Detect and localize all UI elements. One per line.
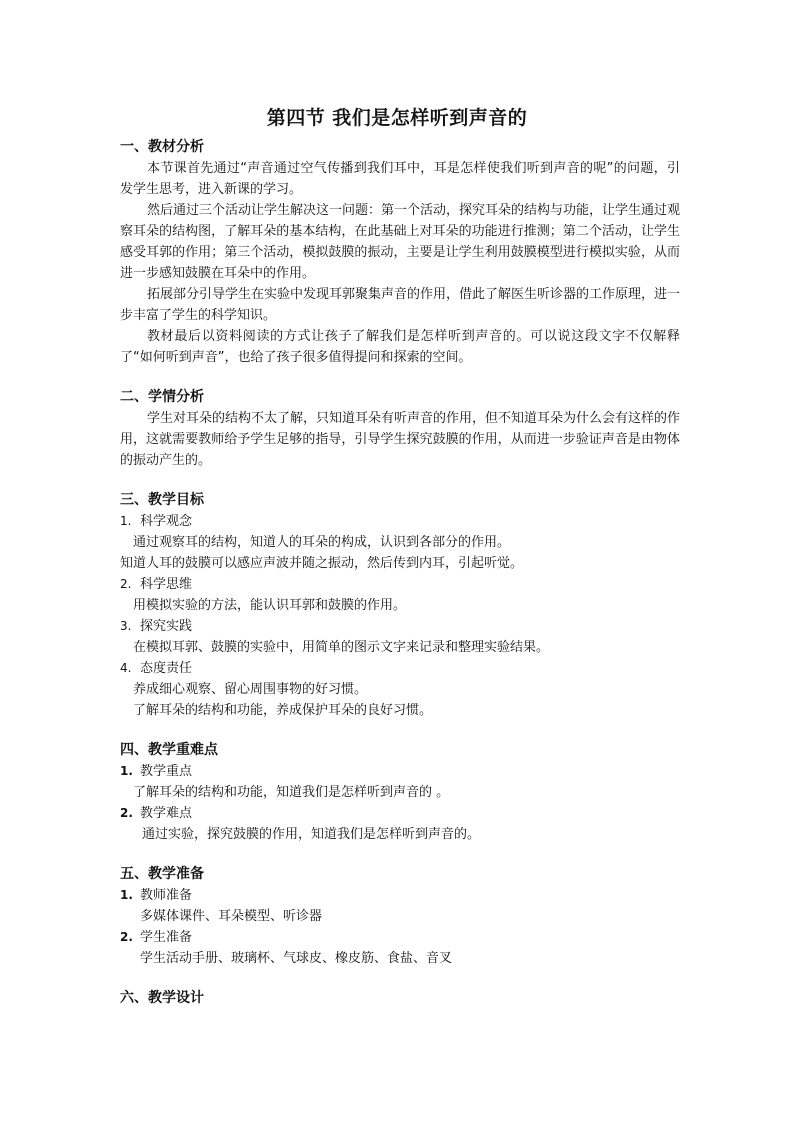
list-item: [120, 511, 680, 532]
list-item: [120, 658, 680, 679]
list-text: 通过实验，探究鼓膜的作用，知道我们是怎样听到声音的。: [142, 827, 481, 842]
list-label: 探究实践: [140, 619, 193, 634]
list-number: 2.: [120, 930, 133, 944]
section-heading-key-points: 四、教学重难点: [120, 742, 218, 758]
paragraph: 本节课首先通过“声音通过空气传播到我们耳中，耳是怎样使我们听到声音的呢”的问题，引发学生思考，进入新课的学习。: [120, 161, 680, 197]
list-label: 学生准备: [140, 930, 193, 945]
paragraph: 然后通过三个活动让学生解决这一问题：第一个活动，探究耳朵的结构与功能，让学生通过观察耳朵的结构图，了解耳朵的基本结构，在此基础上对耳朵的功能进行推测；第二个活动，让学生感受耳郭的作用；第三个活动，模拟鼓膜的振动，主要是让学生利用鼓膜模型进行模拟实验，从而进一步感知鼓膜在耳朵中的作用。: [120, 203, 681, 281]
section-heading-teaching-objectives: 三、教学目标: [120, 492, 204, 508]
list-text: 学生活动手册、玻璃杯、气球皮、橡皮筋、食盐、音叉: [140, 951, 453, 966]
list-label: 教学难点: [140, 806, 193, 821]
list-text: 了解耳朵的结构和功能，知道我们是怎样听到声音的 。: [133, 785, 450, 800]
list-number: 1.: [120, 888, 133, 902]
list-text: 了解耳朵的结构和功能，养成保护耳朵的良好习惯。: [133, 703, 433, 718]
section-heading-student-analysis: 二、学情分析: [120, 389, 204, 405]
section-heading-teaching-preparation: 五、教学准备: [120, 866, 204, 882]
document-body: [120, 136, 680, 1009]
list-text: 用模拟实验的方法，能认识耳郭和鼓膜的作用。: [133, 598, 407, 613]
list-number: 2.: [120, 806, 133, 820]
list-number: 3.: [120, 619, 132, 633]
list-item: [120, 885, 680, 906]
list-text: 知道人耳的鼓膜可以感应声波并随之振动，然后传到内耳，引起听觉。: [120, 556, 524, 571]
section-heading-textbook-analysis: 一、教材分析: [120, 139, 204, 155]
list-item: [120, 616, 680, 637]
list-number: 1.: [120, 514, 132, 528]
list-label: 科学思维: [140, 577, 193, 592]
paragraph: 教材最后以资料阅读的方式让孩子了解我们是怎样听到声音的。可以说这段文字不仅解释了“如何听到声音”，也给了孩子很多值得提问和探索的空间。: [120, 329, 680, 365]
list-label: 教师准备: [140, 888, 193, 903]
paragraph: 学生对耳朵的结构不太了解，只知道耳朵有听声音的作用，但不知道耳朵为什么会有这样的作用，这就需要教师给予学生足够的指导，引导学生探究鼓膜的作用，从而进一步验证声音是由物体的振动产生的。: [120, 411, 681, 468]
paragraph: 拓展部分引导学生在实验中发现耳郭聚集声音的作用，借此了解医生听诊器的工作原理，进一步丰富了学生的科学知识。: [120, 287, 681, 323]
list-text: 在模拟耳郭、鼓膜的实验中，用简单的图示文字来记录和整理实验结果。: [133, 640, 550, 655]
list-number: 4.: [120, 661, 132, 675]
list-label: 态度责任: [140, 661, 193, 676]
list-label: 教学重点: [140, 764, 193, 779]
list-text: 养成细心观察、留心周围事物的好习惯。: [133, 682, 368, 697]
list-label: 科学观念: [140, 514, 193, 529]
page-title: 第四节 我们是怎样听到声音的: [266, 107, 528, 129]
list-text: 多媒体课件、耳朵模型、听诊器: [140, 909, 323, 924]
list-number: 2.: [120, 577, 132, 591]
list-number: 1.: [120, 764, 133, 778]
list-text: 通过观察耳的结构，知道人的耳朵的构成，认识到各部分的作用。: [133, 535, 511, 550]
list-item: [120, 574, 680, 595]
section-heading-teaching-design: 六、教学设计: [120, 990, 204, 1006]
list-item: [120, 927, 680, 948]
list-item: [120, 761, 680, 782]
list-item: [120, 803, 680, 824]
